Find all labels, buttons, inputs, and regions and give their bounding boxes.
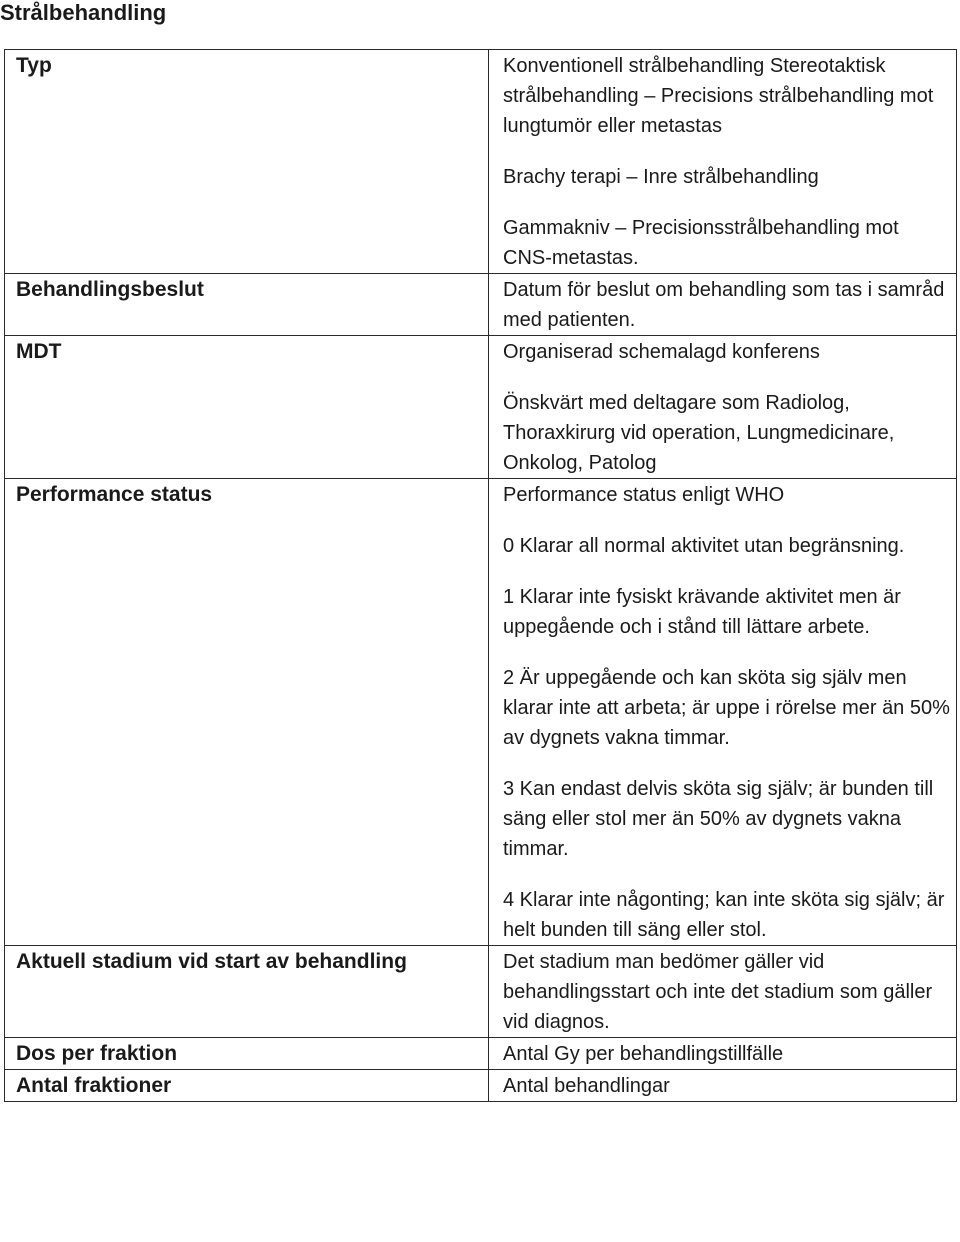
row-label: Behandlingsbeslut <box>5 274 489 336</box>
treatment-table <box>4 49 957 1102</box>
row-label: MDT <box>5 336 489 479</box>
value-paragraph: Performance status enligt WHO <box>503 484 785 506</box>
row-value <box>489 50 957 274</box>
table-row <box>5 274 957 336</box>
row-label: Performance status <box>5 479 489 946</box>
row-value <box>489 479 957 946</box>
value-paragraph: Brachy terapi – Inre strålbehandling <box>503 166 819 188</box>
value-paragraph: Gammakniv – Precisionsstrålbehandling mot CNS-metastas. <box>503 217 899 269</box>
row-value <box>489 946 957 1038</box>
value-paragraph: 4 Klarar inte någonting; kan inte sköta sig själv; är helt bunden till säng eller stol. <box>503 889 945 941</box>
value-paragraph: Antal Gy per behandlingstillfälle <box>503 1043 784 1065</box>
row-label: Dos per fraktion <box>5 1038 489 1070</box>
value-paragraph: Önskvärt med deltagare som Radiolog, Thoraxkirurg vid operation, Lungmedicinare, Onkolog, Patolog <box>503 392 895 474</box>
value-paragraph: 3 Kan endast delvis sköta sig själv; är bunden till säng eller stol mer än 50% av dygnets vakna timmar. <box>503 778 934 860</box>
row-value <box>489 336 957 479</box>
row-value <box>489 274 957 336</box>
value-paragraph: 2 Är uppegående och kan sköta sig själv men klarar inte att arbeta; är uppe i rörelse mer än 50% av dygnets vakna timmar. <box>503 667 950 749</box>
row-label: Typ <box>5 50 489 274</box>
table-row <box>5 479 957 946</box>
value-paragraph: Organiserad schemalagd konferens <box>503 341 820 363</box>
value-paragraph: Konventionell strålbehandling Stereotaktisk strålbehandling – Precisions strålbehandling mot lungtumör eller metastas <box>503 55 934 137</box>
value-paragraph: 1 Klarar inte fysiskt krävande aktivitet men är uppegående och i stånd till lättare arbete. <box>503 586 901 638</box>
table-row <box>5 946 957 1038</box>
value-paragraph: 0 Klarar all normal aktivitet utan begränsning. <box>503 535 905 557</box>
row-label: Antal fraktioner <box>5 1070 489 1102</box>
table-row <box>5 1038 957 1070</box>
row-value <box>489 1038 957 1070</box>
table-row <box>5 50 957 274</box>
table-row <box>5 1070 957 1102</box>
row-value <box>489 1070 957 1102</box>
row-label: Aktuell stadium vid start av behandling <box>5 946 489 1038</box>
value-paragraph: Datum för beslut om behandling som tas i samråd med patienten. <box>503 279 945 331</box>
value-paragraph: Antal behandlingar <box>503 1075 670 1097</box>
page-title: Strålbehandling <box>0 0 167 25</box>
table-row <box>5 336 957 479</box>
value-paragraph: Det stadium man bedömer gäller vid behandlingsstart och inte det stadium som gäller vid diagnos. <box>503 951 933 1033</box>
